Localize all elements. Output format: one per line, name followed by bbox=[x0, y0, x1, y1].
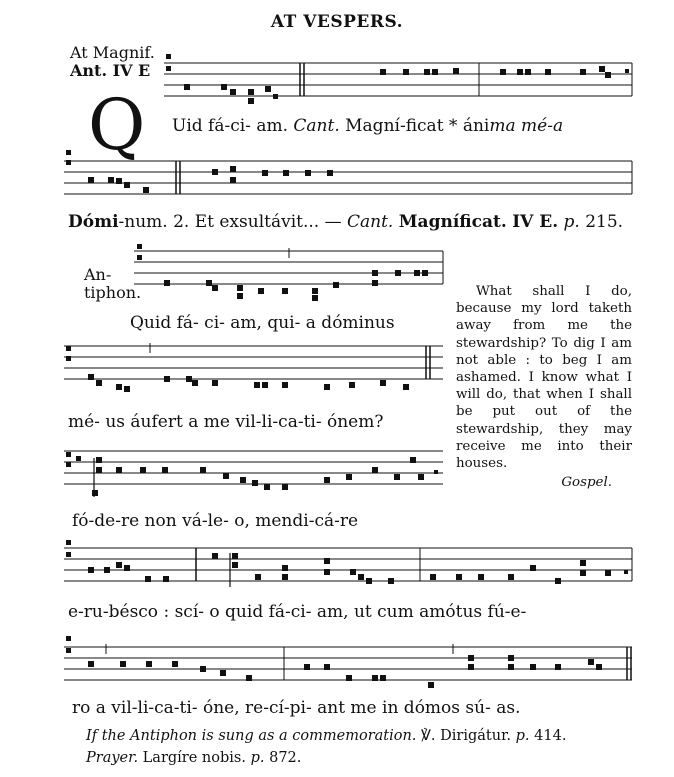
page-ref: p. bbox=[250, 750, 265, 766]
antiphon-lyric-line-4: e-ru-bésco : scí- o quid fá-ci- am, ut cum amótus fú-e- bbox=[68, 602, 527, 622]
page-ref: p. bbox=[515, 728, 530, 744]
footer-line-1 bbox=[86, 728, 566, 744]
antiphon-label bbox=[84, 266, 141, 302]
prayer-ref: Largíre nobis. bbox=[142, 750, 246, 766]
staff-2 bbox=[64, 161, 632, 194]
versicle-icon: ℣. bbox=[421, 728, 436, 744]
translation-source: Gospel. bbox=[561, 475, 612, 491]
magnificat-lyric-line1 bbox=[172, 116, 563, 136]
lyric-text: Uid fá-ci- am. bbox=[172, 116, 288, 136]
antiphon-lyric-line-3: fó-de-re non vá-le- o, mendi-cá-re bbox=[72, 511, 359, 531]
footer-line-2 bbox=[86, 750, 301, 766]
do-clef-icon bbox=[66, 150, 71, 155]
staff-5 bbox=[64, 451, 443, 497]
antiphon-label-line1: An- bbox=[84, 265, 112, 284]
magnificat-name: Magníficat. bbox=[398, 212, 507, 232]
custos-icon bbox=[625, 69, 629, 73]
do-clef-icon bbox=[66, 636, 71, 641]
intonation-text: -num. 2. Et exsultávit... — bbox=[118, 212, 342, 232]
page-number: 872. bbox=[269, 750, 302, 766]
antiphon-lyric-line-2: mé- us áufert a me vil-li-ca-ti- ónem? bbox=[68, 412, 384, 432]
page-number: 414. bbox=[534, 728, 567, 744]
translation-box bbox=[456, 283, 632, 491]
lyric-text-italic: ma mé-a bbox=[489, 116, 564, 136]
staff-4 bbox=[64, 343, 443, 379]
drop-cap-initial: Q bbox=[88, 84, 146, 166]
cant-label: Cant. bbox=[347, 212, 394, 232]
magnificat-label-line1: At Magnif. bbox=[70, 43, 155, 62]
page-number: 215. bbox=[585, 212, 624, 232]
translation-text: What shall I do, because my lord taketh away from me the stewardship? To dig I am not able : to beg I am ashamed. I know what I will do, that when I shall be put out of the stewardship, they may receive me into their houses. bbox=[456, 284, 632, 472]
prayer-label: Prayer. bbox=[86, 750, 139, 766]
fa-clef-icon bbox=[66, 452, 71, 457]
do-clef-icon bbox=[137, 244, 142, 249]
dirigatur-ref: Dirigátur. bbox=[440, 728, 512, 744]
intonation-line bbox=[68, 212, 623, 232]
do-clef-icon bbox=[166, 54, 171, 59]
staff-4-neumes bbox=[66, 346, 409, 392]
staff-5-neumes bbox=[66, 452, 438, 496]
lyric-text: Magní-ficat * áni bbox=[345, 116, 490, 136]
intonation-start: Dómi bbox=[68, 212, 119, 232]
staff-3 bbox=[134, 248, 443, 284]
cant-label: Cant. bbox=[293, 116, 340, 136]
antiphon-lyric-line-5: ro a vil-li-ca-ti- óne, re-cí-pi- ant me in dómos sú- as. bbox=[72, 698, 521, 718]
commemoration-note: If the Antiphon is sung as a commemoration. bbox=[86, 728, 417, 744]
staff-6-neumes bbox=[66, 540, 628, 584]
antiphon-label-line2: tiphon. bbox=[84, 283, 142, 302]
magnificat-label-line2: Ant. IV E bbox=[70, 61, 151, 80]
do-clef-icon bbox=[66, 346, 71, 351]
tone-ref: IV E. bbox=[512, 212, 559, 232]
page-ref: p. bbox=[563, 212, 580, 232]
antiphon-lyric-line-1: Quid fá- ci- am, qui- a dóminus bbox=[130, 313, 395, 333]
page-title: AT VESPERS. bbox=[270, 12, 404, 32]
do-clef-icon bbox=[66, 540, 71, 545]
